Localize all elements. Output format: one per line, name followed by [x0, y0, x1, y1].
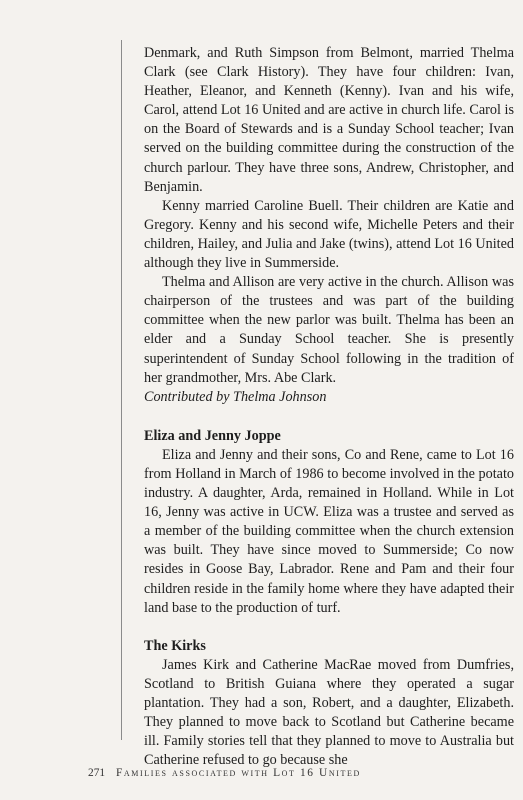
- paragraph-kenny: Kenny married Caroline Buell. Their children are Katie and Gregory. Kenny and his second wife, Michelle Peters and their children, Hailey, and Julia and Jake (twins), attend Lot 16 United although they live in Summerside.: [144, 197, 514, 272]
- body-text: [144, 44, 514, 770]
- running-footer-title: Families associated with Lot 16 United: [116, 767, 361, 779]
- paragraph-kirks: James Kirk and Catherine MacRae moved from Dumfries, Scotland to British Guiana where they operated a sugar plantation. They had a son, Robert, and a daughter, Elizabeth. They planned to move back to Scotland but Catherine became ill. Family stories tell that they planned to move to Australia but Catherine refused to go because she: [144, 656, 514, 769]
- paragraph-thelma-allison: Thelma and Allison are very active in the church. Allison was chairperson of the trustees and was part of the building committee when the new parlor was built. Thelma has been an elder and a Sunday School teacher. She is presently superintendent of Sunday School following in the tradition of her grandmother, Mrs. Abe Clark.: [144, 274, 514, 386]
- section-heading-joppe: Eliza and Jenny Joppe: [144, 427, 281, 444]
- page-footer: [88, 767, 508, 779]
- margin-rule: [121, 40, 122, 740]
- paragraph-joppe: Eliza and Jenny and their sons, Co and Rene, came to Lot 16 from Holland in March of 1986 to become involved in the potato industry. A daughter, Arda, remained in Holland. While in Lot 16, Jenny was active in UCW. Eliza was a trustee and served as a member of the building committee when the church extension was built. They have since moved to Summerside; Co now resides in Goose Bay, Labrador. Rene and Pam and their four children reside in the family home where they have adapted their land base to the production of turf.: [144, 446, 514, 616]
- paragraph-simpson-clark: Denmark, and Ruth Simpson from Belmont, married Thelma Clark (see Clark History). They have four children: Ivan, Heather, Eleanor, and Kenneth (Kenny). Ivan and his wife, Carol, attend Lot 16 United and are active in church life. Carol is on the Board of Stewards and is a Sunday School teacher; Ivan served on the building committee during the construction of the church parlour. They have three sons, Andrew, Christopher, and Benjamin.: [144, 45, 514, 195]
- contributor-credit: Contributed by Thelma Johnson: [144, 388, 327, 405]
- section-heading-kirks: The Kirks: [144, 637, 206, 654]
- page-number: 271: [88, 767, 106, 779]
